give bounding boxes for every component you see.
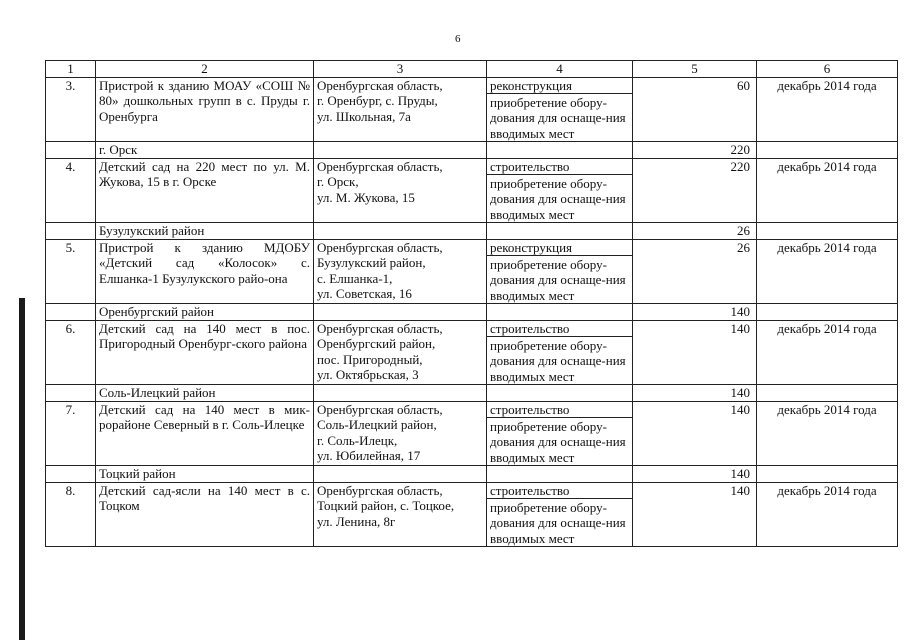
work-purpose: приобретение обору-дования для оснаще-ния вводимых мест [490, 499, 626, 546]
group-empty-cell [757, 304, 898, 321]
object-name: Детский сад на 220 мест по ул. М. Жукова, 15 в г. Орске [96, 158, 314, 223]
work-cell [487, 401, 633, 466]
places-count: 140 [633, 320, 757, 385]
header-cell-1: 1 [46, 61, 96, 78]
address-line: Оренбургский район, [317, 336, 436, 351]
table-row [46, 77, 898, 142]
item-number: 4. [46, 158, 96, 223]
group-title: Оренбургский район [96, 304, 314, 321]
group-empty-cell [46, 466, 96, 483]
commission-date: декабрь 2014 года [757, 482, 898, 547]
item-number: 7. [46, 401, 96, 466]
group-empty-cell [314, 385, 487, 402]
group-empty-cell [487, 142, 633, 159]
work-cell [487, 239, 633, 304]
group-empty-cell [757, 466, 898, 483]
header-cell-4: 4 [487, 61, 633, 78]
address-line: Оренбургская область, [317, 158, 443, 174]
commission-date: декабрь 2014 года [757, 77, 898, 142]
work-purpose: приобретение обору-дования для оснаще-ния вводимых мест [490, 418, 626, 465]
table-row [46, 239, 898, 304]
work-purpose: приобретение обору-дования для оснаще-ния вводимых мест [490, 337, 626, 384]
group-empty-cell [757, 223, 898, 240]
page-number: 6 [455, 33, 461, 45]
object-name: Пристрой к зданию МДОБУ «Детский сад «Колосок» с. Елшанка-1 Бузулукского райо-она [96, 239, 314, 304]
group-empty-cell [487, 223, 633, 240]
group-title: Тоцкий район [96, 466, 314, 483]
work-type: строительство [487, 483, 632, 499]
address-line: Оренбургская область, [317, 239, 443, 255]
work-purpose: приобретение обору-дования для оснаще-ния вводимых мест [490, 94, 626, 141]
table-row [46, 401, 898, 466]
object-address [314, 158, 487, 223]
work-type: реконструкция [487, 78, 632, 94]
places-count: 60 [633, 77, 757, 142]
group-row [46, 142, 898, 159]
address-line: Соль-Илецкий район, [317, 417, 437, 432]
work-cell [487, 320, 633, 385]
group-empty-cell [314, 142, 487, 159]
group-empty-cell [314, 223, 487, 240]
group-total: 140 [633, 385, 757, 402]
object-address [314, 320, 487, 385]
work-cell [487, 158, 633, 223]
group-row [46, 223, 898, 240]
address-line: Бузулукский район, [317, 255, 426, 270]
header-cell-3: 3 [314, 61, 487, 78]
address-line: Тоцкий район, с. Тоцкое, [317, 498, 455, 513]
group-title: Соль-Илецкий район [96, 385, 314, 402]
address-line: г. Соль-Илецк, [317, 432, 398, 448]
places-count: 26 [633, 239, 757, 304]
item-number: 8. [46, 482, 96, 547]
places-count: 220 [633, 158, 757, 223]
address-line: ул. Ленина, 8г [317, 513, 396, 529]
table-row [46, 320, 898, 385]
group-empty-cell [487, 385, 633, 402]
object-address [314, 239, 487, 304]
header-row [46, 61, 898, 78]
group-total: 140 [633, 304, 757, 321]
commission-date: декабрь 2014 года [757, 239, 898, 304]
work-type: строительство [487, 159, 632, 175]
commission-date: декабрь 2014 года [757, 320, 898, 385]
header-cell-6: 6 [757, 61, 898, 78]
address-line: Оренбургская область, [317, 320, 443, 336]
group-empty-cell [487, 304, 633, 321]
objects-table [45, 60, 898, 547]
group-row [46, 466, 898, 483]
group-row [46, 304, 898, 321]
group-empty-cell [46, 142, 96, 159]
commission-date: декабрь 2014 года [757, 401, 898, 466]
places-count: 140 [633, 482, 757, 547]
table-row [46, 158, 898, 223]
object-address [314, 482, 487, 547]
address-line: пос. Пригородный, [317, 351, 423, 367]
item-number: 3. [46, 77, 96, 142]
address-line: ул. Советская, 16 [317, 286, 412, 301]
commission-date: декабрь 2014 года [757, 158, 898, 223]
table-body [46, 61, 898, 547]
address-line: с. Елшанка-1, [317, 270, 393, 286]
address-line: ул. Октябрьская, 3 [317, 367, 419, 382]
group-total: 140 [633, 466, 757, 483]
address-line: ул. М. Жукова, 15 [317, 189, 415, 205]
object-name: Пристрой к зданию МОАУ «СОШ № 80» дошкольных групп в с. Пруды г. Оренбурга [96, 77, 314, 142]
group-empty-cell [757, 142, 898, 159]
work-type: строительство [487, 402, 632, 418]
group-total: 26 [633, 223, 757, 240]
address-line: Оренбургская область, [317, 401, 443, 417]
object-address [314, 401, 487, 466]
object-name: Детский сад на 140 мест в пос. Пригородный Оренбург-ского района [96, 320, 314, 385]
group-empty-cell [487, 466, 633, 483]
address-line: ул. Школьная, 7а [317, 108, 411, 124]
address-line: ул. Юбилейная, 17 [317, 448, 421, 463]
header-cell-2: 2 [96, 61, 314, 78]
group-title: г. Орск [96, 142, 314, 159]
address-line: Оренбургская область, [317, 77, 443, 93]
group-empty-cell [46, 304, 96, 321]
work-purpose: приобретение обору-дования для оснаще-ния вводимых мест [490, 256, 626, 303]
group-row [46, 385, 898, 402]
work-cell [487, 482, 633, 547]
item-number: 6. [46, 320, 96, 385]
group-empty-cell [757, 385, 898, 402]
group-empty-cell [46, 223, 96, 240]
object-name: Детский сад-ясли на 140 мест в с. Тоцком [96, 482, 314, 547]
group-title: Бузулукский район [96, 223, 314, 240]
work-type: реконструкция [487, 240, 632, 256]
item-number: 5. [46, 239, 96, 304]
object-address [314, 77, 487, 142]
group-empty-cell [314, 466, 487, 483]
scan-edge-bar [19, 298, 25, 640]
places-count: 140 [633, 401, 757, 466]
group-total: 220 [633, 142, 757, 159]
header-cell-5: 5 [633, 61, 757, 78]
group-empty-cell [46, 385, 96, 402]
address-line: Оренбургская область, [317, 482, 443, 498]
work-type: строительство [487, 321, 632, 337]
work-purpose: приобретение обору-дования для оснаще-ния вводимых мест [490, 175, 626, 222]
group-empty-cell [314, 304, 487, 321]
table-row [46, 482, 898, 547]
address-line: г. Оренбург, с. Пруды, [317, 93, 438, 108]
address-line: г. Орск, [317, 174, 359, 189]
work-cell [487, 77, 633, 142]
object-name: Детский сад на 140 мест в мик-рорайоне Северный в г. Соль-Илецке [96, 401, 314, 466]
